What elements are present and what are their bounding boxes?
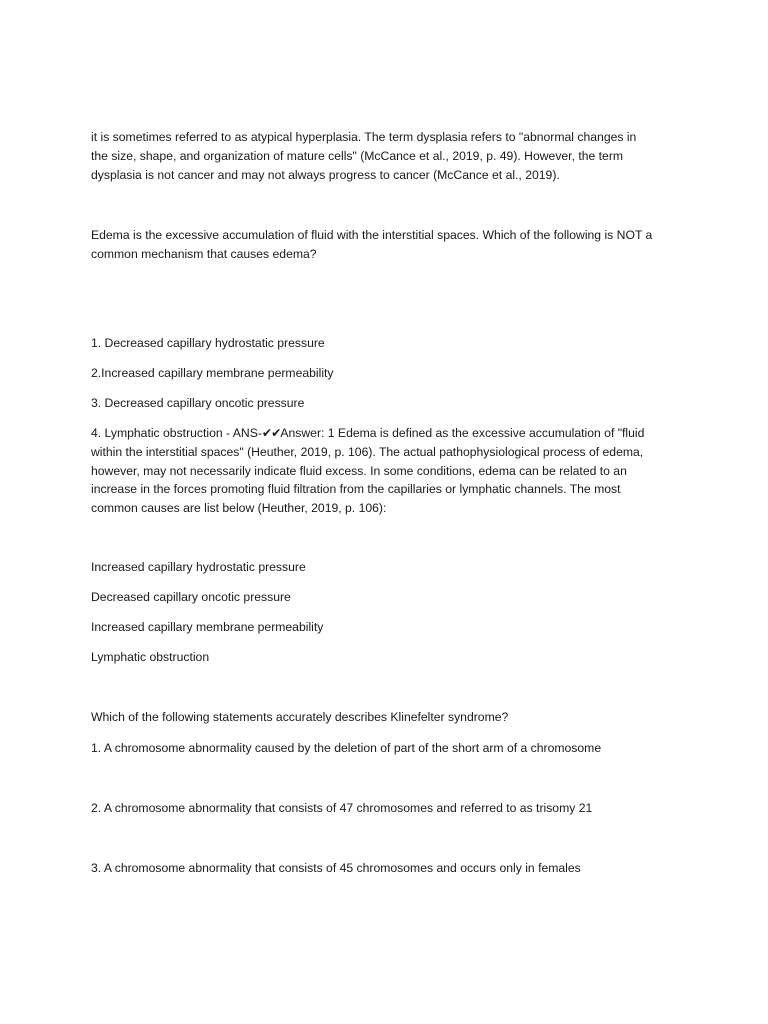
edema-option-3 [91,394,681,413]
cause-item [91,588,681,607]
klinefelter-question [91,708,681,727]
option-text: 2. A chromosome abnormality that consists of 47 chromosomes and referred to as trisomy 21 [91,801,593,815]
checkmark-icon: ✔✔ [261,426,281,440]
klinefelter-option-3 [91,859,681,878]
edema-option-1 [91,334,681,353]
text-line: Edema is the excessive accumulation of fluid with the interstitial spaces. Which of the following is NOT a [91,228,653,242]
cause-text: Increased capillary membrane permeability [91,620,324,634]
cause-text: Lymphatic obstruction [91,650,210,664]
cause-item [91,558,681,577]
answer-line: increase in the forces promoting fluid filtration from the capillaries or lymphatic channels. The most [91,482,621,497]
intro-paragraph [91,128,681,184]
option-4-prefix: 4. Lymphatic obstruction - ANS- [91,426,262,440]
cause-text: Increased capillary hydrostatic pressure [91,560,306,574]
cause-item [91,618,681,637]
cause-item [91,648,681,667]
answer-line: common causes are list below (Heuther, 2019, p. 106): [91,501,387,516]
klinefelter-option-2 [91,799,681,818]
option-text: 1. A chromosome abnormality caused by the deletion of part of the short arm of a chromosome [91,741,602,755]
text-line: common mechanism that causes edema? [91,246,317,261]
answer-line: however, may not necessarily indicate fluid excess. In some conditions, edema can be related to an [91,463,627,478]
cause-text: Decreased capillary oncotic pressure [91,590,291,604]
option-text: 1. Decreased capillary hydrostatic pressure [91,336,325,350]
option-text: 3. A chromosome abnormality that consists of 45 chromosomes and occurs only in females [91,861,581,875]
text-line: it is sometimes referred to as atypical hyperplasia. The term dysplasia refers to "abnormal changes in [91,130,637,144]
option-text: 3. Decreased capillary oncotic pressure [91,396,305,410]
question-text: Which of the following statements accurately describes Klinefelter syndrome? [91,710,509,724]
klinefelter-option-1 [91,739,681,758]
text-line: the size, shape, and organization of mature cells" (McCance et al., 2019, p. 49). However, the term [91,148,624,163]
edema-option-2 [91,364,681,383]
option-text: 2.Increased capillary membrane permeability [91,366,334,380]
text-line: dysplasia is not cancer and may not always progress to cancer (McCance et al., 2019). [91,167,560,182]
option-4-line [91,424,681,443]
edema-option-4-answer [91,424,681,518]
answer-line: within the interstitial spaces" (Heuther, 2019, p. 106). The actual pathophysiological process of edema, [91,444,644,459]
edema-question [91,226,681,264]
answer-text-start: Answer: 1 Edema is defined as the excessive accumulation of "fluid [280,426,645,440]
